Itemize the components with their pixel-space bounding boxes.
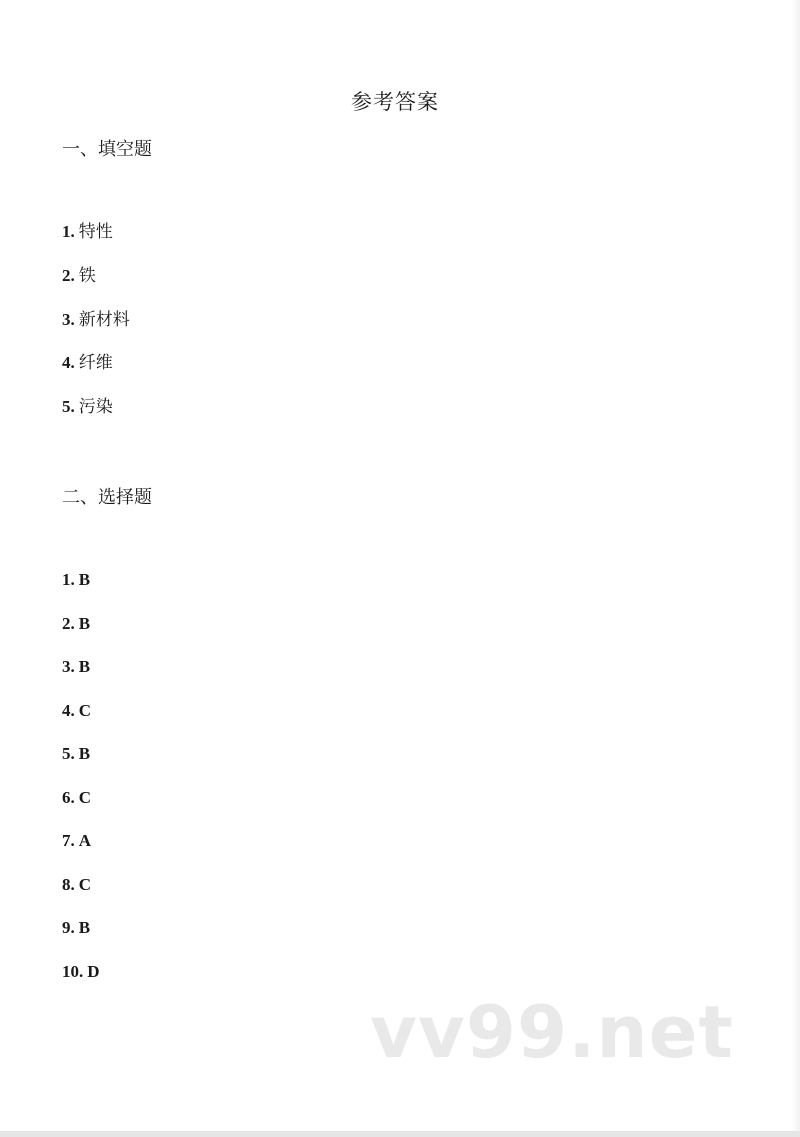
choice-item-8 (62, 874, 91, 896)
item-answer: B (78, 918, 91, 937)
item-number: 3. (62, 657, 75, 676)
choice-item-9 (62, 917, 90, 939)
item-answer: D (87, 962, 100, 981)
choice-item-4 (62, 700, 91, 722)
item-answer: C (78, 788, 92, 807)
choice-item-7 (62, 830, 91, 852)
item-number: 2. (62, 614, 75, 633)
item-number: 1. (62, 570, 75, 589)
item-answer: 铁 (78, 266, 96, 286)
page-title: 参考答案 (351, 90, 439, 114)
item-number: 6. (62, 788, 75, 807)
page-bottom-edge (0, 1131, 800, 1137)
choice-item-2 (62, 613, 90, 635)
item-answer: C (78, 701, 92, 720)
page-edge-shadow (792, 0, 800, 1137)
section-heading-fill-blank: 一、填空题 (62, 139, 152, 160)
item-answer: B (78, 570, 91, 589)
choice-item-5 (62, 743, 90, 765)
item-answer: 污染 (78, 397, 113, 417)
fill-blank-item-2 (62, 265, 96, 287)
choice-item-10 (62, 961, 100, 983)
item-answer: A (78, 831, 92, 850)
item-number: 1. (62, 222, 75, 241)
item-answer: C (78, 875, 92, 894)
item-number: 10. (62, 962, 84, 981)
item-answer: B (78, 614, 91, 633)
item-number: 7. (62, 831, 75, 850)
fill-blank-item-4 (62, 352, 113, 374)
item-answer: 特性 (78, 222, 113, 242)
choice-item-3 (62, 656, 90, 678)
item-answer: B (78, 744, 91, 763)
item-number: 3. (62, 310, 75, 329)
choice-item-1 (62, 569, 90, 591)
fill-blank-item-5 (62, 396, 113, 418)
item-number: 4. (62, 701, 75, 720)
item-number: 4. (62, 353, 75, 372)
item-number: 2. (62, 266, 75, 285)
choice-item-6 (62, 787, 91, 809)
item-answer: B (78, 657, 91, 676)
item-number: 9. (62, 918, 75, 937)
item-number: 8. (62, 875, 75, 894)
fill-blank-item-3 (62, 309, 130, 331)
item-number: 5. (62, 744, 75, 763)
item-number: 5. (62, 397, 75, 416)
fill-blank-item-1 (62, 221, 113, 243)
item-answer: 纤维 (78, 353, 113, 373)
item-answer: 新材料 (78, 310, 130, 330)
section-heading-multiple-choice: 二、选择题 (62, 487, 152, 508)
watermark: vv99.net (370, 990, 734, 1074)
